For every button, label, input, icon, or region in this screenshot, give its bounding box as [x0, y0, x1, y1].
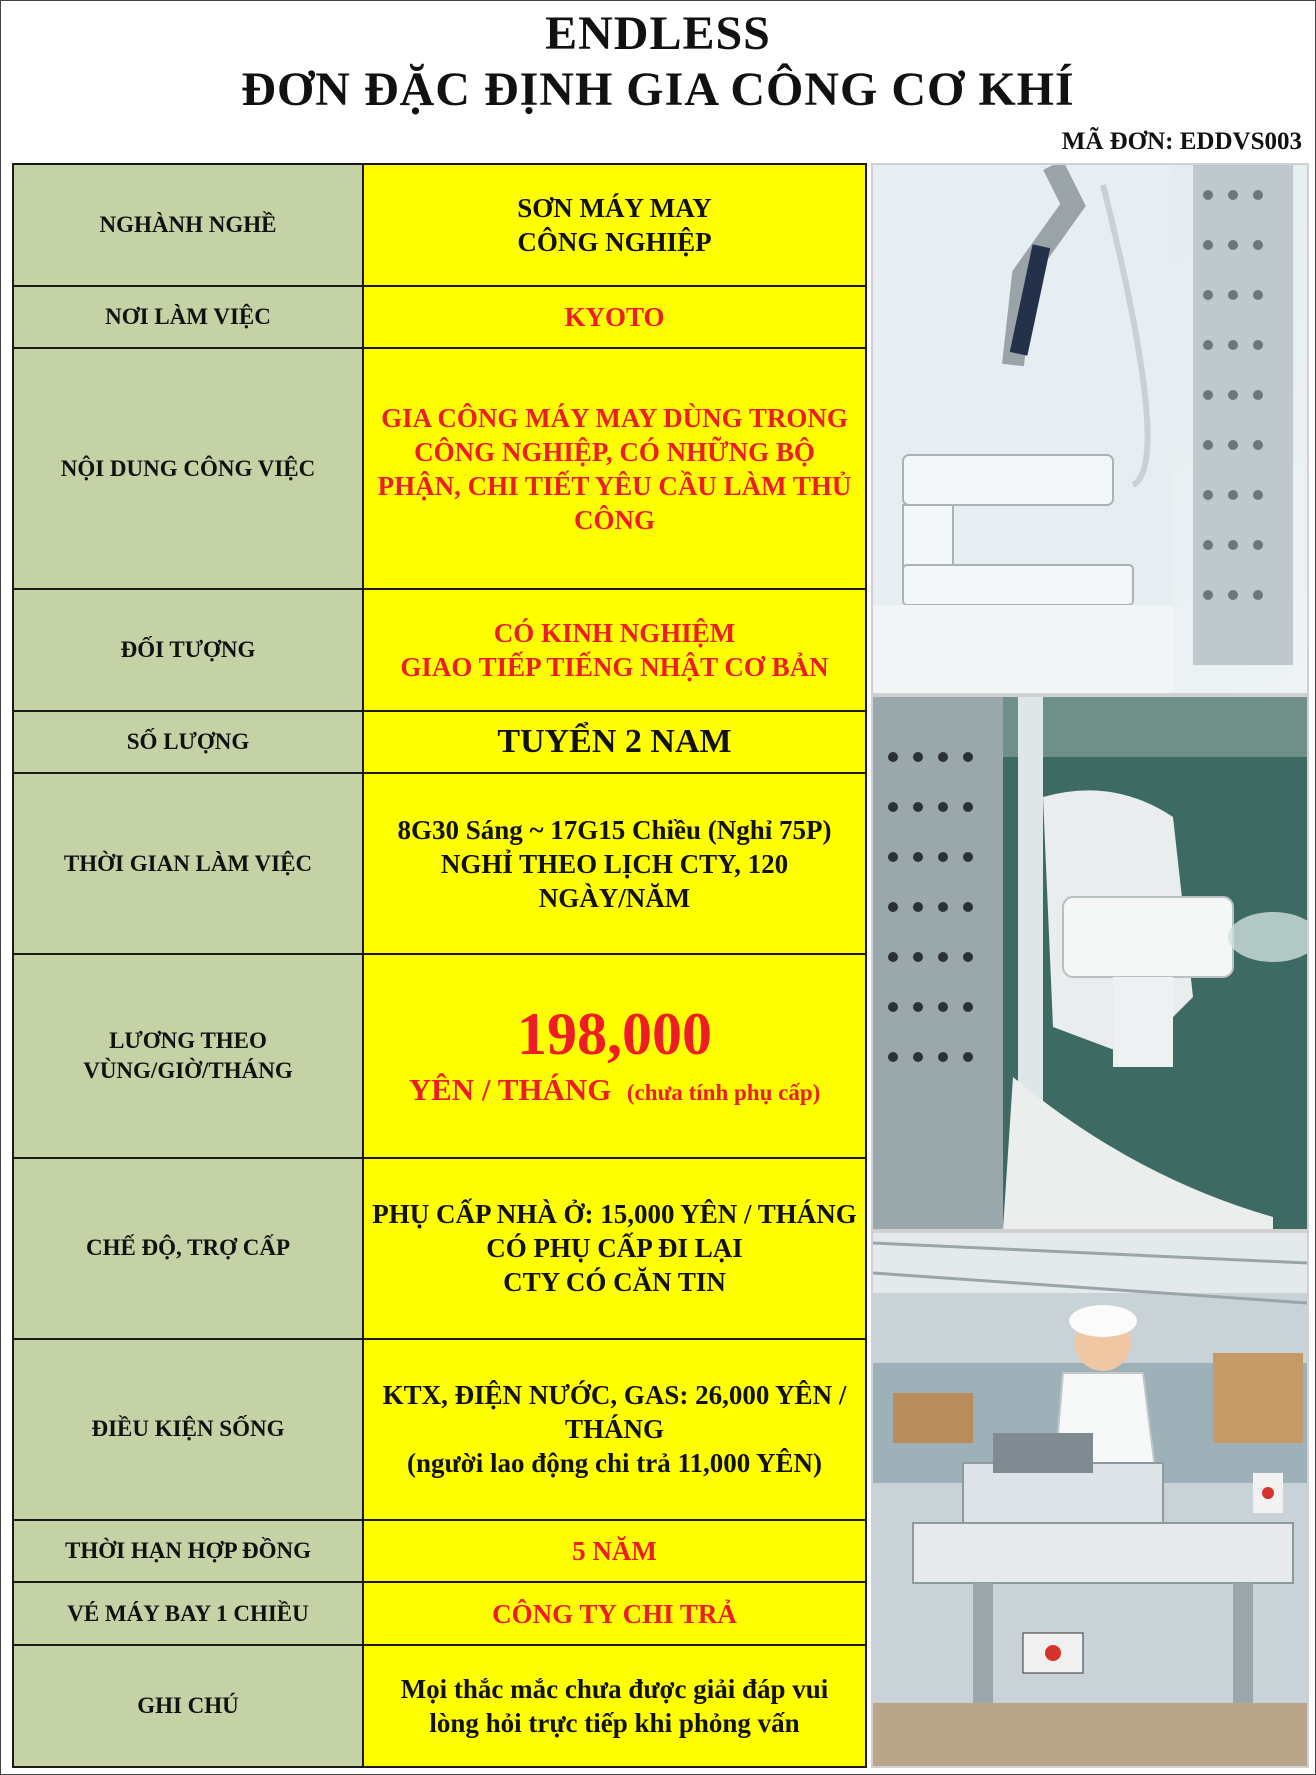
table-row [13, 954, 866, 1158]
row-value-workplace: KYOTO [363, 286, 866, 349]
row-value-quantity: TUYỂN 2 NAM [363, 711, 866, 774]
row-value-contract-term: 5 NĂM [363, 1520, 866, 1583]
row-value-notes [363, 1645, 866, 1767]
table-row [13, 589, 866, 711]
row-label-notes: GHI CHÚ [13, 1645, 363, 1767]
table-row [13, 711, 866, 774]
target-line-2: GIAO TIẾP TIẾNG NHẬT CƠ BẢN [400, 651, 829, 682]
living-line-2: THÁNG [564, 1414, 664, 1445]
target-line-1: CÓ KINH NGHIỆM [493, 617, 736, 648]
table-row [13, 1339, 866, 1520]
job-info-table [12, 163, 867, 1768]
working-hours-line-2: NGHỈ THEO LỊCH CTY, 120 [440, 848, 789, 879]
row-value-flight-ticket: CÔNG TY CHI TRẢ [363, 1582, 866, 1645]
benefits-line-3: CTY CÓ CĂN TIN [503, 1267, 726, 1298]
notes-line-2: lòng hỏi trực tiếp khi phỏng vấn [429, 1708, 800, 1739]
job-content-line-1: GIA CÔNG MÁY MAY DÙNG TRONG [381, 402, 848, 433]
row-label-job-content: NỘI DUNG CÔNG VIỆC [13, 348, 363, 588]
painting-line-illustration [873, 697, 1307, 1229]
photo-painting-line [871, 695, 1309, 1231]
industry-line-2: CÔNG NGHIỆP [517, 226, 712, 257]
order-code: MÃ ĐƠN: EDDVS003 [1061, 128, 1302, 155]
row-label-industry: NGHÀNH NGHỀ [13, 164, 363, 286]
row-label-working-hours: THỜI GIAN LÀM VIỆC [13, 773, 363, 954]
table-row [13, 164, 866, 286]
salary-unit: YÊN / THÁNG [408, 1072, 612, 1108]
job-content-line-4: CÔNG [574, 504, 655, 535]
table-row [13, 1520, 866, 1583]
page-title: ĐƠN ĐẶC ĐỊNH GIA CÔNG CƠ KHÍ [241, 63, 1075, 116]
photo-factory-worker [871, 1231, 1309, 1768]
row-value-target [363, 589, 866, 711]
notes-line-1: Mọi thắc mắc chưa được giải đáp vui [400, 1674, 829, 1705]
row-value-benefits [363, 1158, 866, 1339]
row-value-job-content [363, 348, 866, 588]
row-value-salary [363, 954, 866, 1158]
row-value-living-conditions [363, 1339, 866, 1520]
row-value-industry [363, 164, 866, 286]
row-label-salary [13, 954, 363, 1158]
brand-name: ENDLESS [545, 7, 771, 60]
job-content-line-2: CÔNG NGHIỆP, CÓ NHỮNG BỘ [414, 436, 815, 467]
table-row [13, 348, 866, 588]
row-label-contract-term: THỜI HẠN HỢP ĐỒNG [13, 1520, 363, 1583]
benefits-line-2: CÓ PHỤ CẤP ĐI LẠI [486, 1233, 743, 1264]
factory-worker-illustration [873, 1233, 1307, 1766]
table-row [13, 773, 866, 954]
industry-line-1: SƠN MÁY MAY [517, 192, 712, 223]
living-line-3: (người lao động chi trả 11,000 YÊN) [407, 1448, 822, 1479]
working-hours-line-3: NGÀY/NĂM [538, 882, 691, 913]
row-label-benefits: CHẾ ĐỘ, TRỢ CẤP [13, 1158, 363, 1339]
row-value-working-hours [363, 773, 866, 954]
photo-spray-painting [871, 163, 1309, 695]
table-row [13, 1645, 866, 1767]
working-hours-line-1: 8G30 Sáng ~ 17G15 Chiều (Nghỉ 75P) [397, 814, 832, 845]
row-label-flight-ticket: VÉ MÁY BAY 1 CHIỀU [13, 1582, 363, 1645]
salary-unit-line [368, 1070, 861, 1113]
row-label-target: ĐỐI TƯỢNG [13, 589, 363, 711]
job-content-line-3: PHẬN, CHI TIẾT YÊU CẦU LÀM THỦ [377, 470, 852, 501]
salary-amount: 198,000 [517, 1001, 712, 1068]
table-row [13, 1582, 866, 1645]
row-label-quantity: SỐ LƯỢNG [13, 711, 363, 774]
living-line-1: KTX, ĐIỆN NƯỚC, GAS: 26,000 YÊN / [382, 1380, 847, 1411]
photo-column [871, 163, 1309, 1768]
row-label-living-conditions: ĐIỀU KIỆN SỐNG [13, 1339, 363, 1520]
benefits-line-1: PHỤ CẤP NHÀ Ở: 15,000 YÊN / THÁNG [372, 1199, 857, 1230]
salary-label-line-1: LƯƠNG THEO [109, 1027, 267, 1053]
row-label-workplace: NƠI LÀM VIỆC [13, 286, 363, 349]
salary-unit-note: (chưa tính phụ cấp) [626, 1080, 821, 1106]
table-row [13, 1158, 866, 1339]
spray-painting-illustration [873, 165, 1307, 693]
salary-label-line-2: VÙNG/GIỜ/THÁNG [83, 1057, 293, 1083]
table-row [13, 286, 866, 349]
